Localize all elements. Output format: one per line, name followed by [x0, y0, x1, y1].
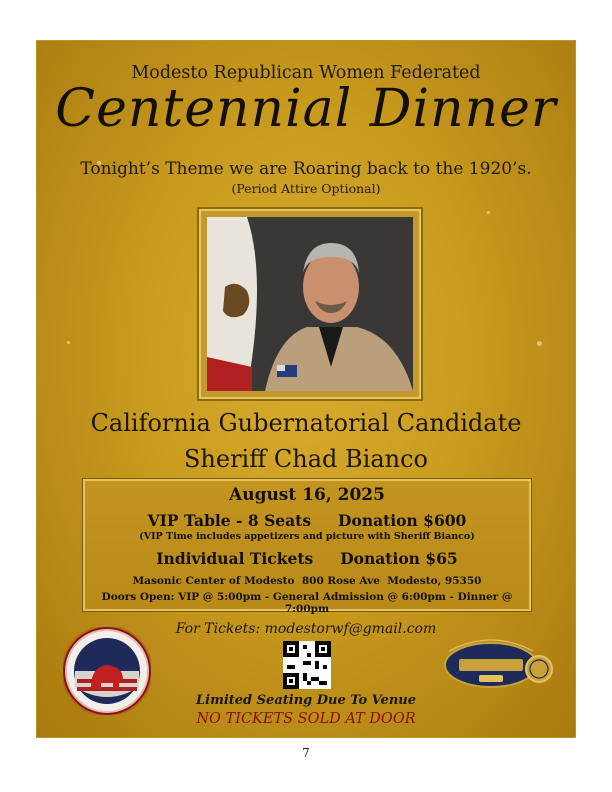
organization-name: Modesto Republican Women Federated — [131, 63, 481, 83]
modesto-rwf-seal-logo — [63, 627, 151, 715]
qr-code — [283, 641, 331, 689]
vip-note: (VIP Time includes appetizers and picture with Sheriff Bianco) — [139, 531, 475, 542]
vip-pricing: VIP Table - 8 Seats Donation $600 — [147, 511, 467, 530]
door-times: Doors Open: VIP @ 5:00pm - General Admission @ 6:00pm - Dinner @ 7:00pm — [101, 591, 513, 615]
sparkle-decoration — [67, 341, 70, 344]
page-number: 7 — [302, 746, 310, 760]
event-title: Centennial Dinner — [55, 79, 557, 139]
event-flyer — [36, 40, 576, 738]
candidate-title: California Gubernatorial Candidate — [90, 409, 522, 437]
candidate-photo-frame — [199, 209, 421, 399]
candidate-name: Sheriff Chad Bianco — [183, 445, 429, 473]
cfrw-100-seal-logo — [439, 631, 555, 693]
no-door-sales-notice: NO TICKETS SOLD AT DOOR — [196, 711, 416, 727]
ticket-info-box — [83, 479, 531, 615]
individual-pricing: Individual Tickets Donation $65 — [156, 549, 458, 568]
venue-address: Masonic Center of Modesto 800 Rose Ave Modesto, 95350 — [132, 575, 482, 587]
sparkle-decoration — [537, 341, 542, 346]
event-theme: Tonight’s Theme we are Roaring back to the 1920’s. — [80, 159, 532, 179]
sparkle-decoration — [487, 211, 490, 214]
limited-seating-note: Limited Seating Due To Venue — [196, 693, 416, 708]
ticket-contact: For Tickets: modestorwf@gmail.com — [175, 621, 437, 637]
event-date: August 16, 2025 — [229, 485, 385, 505]
attire-note: (Period Attire Optional) — [231, 181, 381, 196]
candidate-photo — [207, 217, 413, 391]
